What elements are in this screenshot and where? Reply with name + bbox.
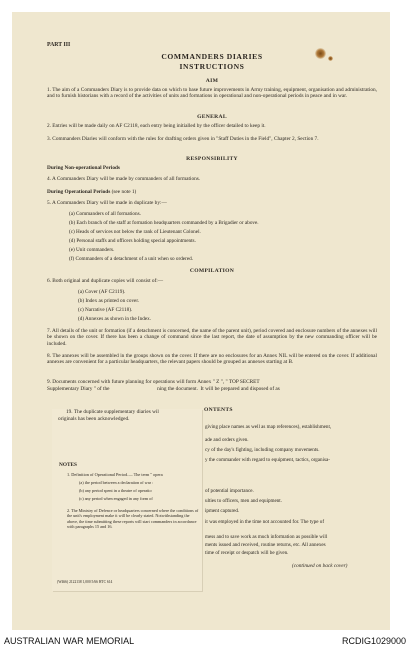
part-label: PART III (47, 42, 71, 48)
document-page (12, 12, 390, 630)
section-compilation: COMPILATION (189, 268, 235, 274)
contents-line: mess and to save work as much information as possible will (205, 534, 328, 540)
note-2: 2. The Ministry of Defence or headquarters concerned where the conditions of the unit's employment make it will be clearly stated. Notwithstanding the above, the time submitting these reports will start commanders in accordance with paragraphs 15 and 16. (67, 508, 199, 530)
operational-heading-text: During Operational Periods (47, 189, 111, 195)
contents-line: y the commander with regard to equipment, tactics, organisa- (205, 457, 330, 463)
list-item: (f) Commanders of a detachment of a unit when so ordered. (69, 256, 194, 262)
notes-heading: NOTES (59, 462, 77, 468)
list-item: (e) Unit commanders. (69, 247, 115, 253)
list-item: (d) Annexes as shown in the Index. (78, 316, 152, 322)
footer-institution: AUSTRALIAN WAR MEMORIAL (4, 636, 135, 646)
section-responsibility: RESPONSIBILITY (186, 156, 238, 162)
contents-line: time of receipt or despatch will be given. (205, 550, 289, 556)
contents-line: cy of the day's fighting, including company movements. (205, 447, 320, 453)
contents-line: ade and orders given. (205, 437, 249, 443)
paragraph-5: 5. A Commanders Diary will be made in duplicate by:— (47, 200, 167, 206)
list-item: (b) Index as printed on cover. (78, 298, 140, 304)
contents-line: ments issued and received, routine returns, etc. All annexes (205, 542, 326, 548)
list-item: (c) Heads of services not below the rank of Lieutenant Colonel. (69, 229, 201, 235)
operational-heading-note: (see note 1) (111, 189, 137, 195)
contents-line: giving place names as well as map references), establishment, (205, 424, 332, 430)
contents-line: ipment captured. (205, 508, 240, 514)
continued-note: (continued on back cover) (292, 563, 348, 569)
contents-line: it was employed in the time not accounted for. The type of (205, 519, 325, 525)
section-general: GENERAL (197, 114, 227, 120)
overlapping-slip (52, 409, 202, 591)
contents-line: of potential importance. (205, 488, 254, 494)
archive-footer (0, 630, 411, 654)
section-contents: ONTENTS (204, 407, 233, 413)
operational-heading (47, 189, 136, 195)
note-1-item: (b) any period spent in a theatre of operatio (79, 488, 152, 493)
paragraph-6: 6. Both original and duplicate copies will consist of:— (47, 278, 164, 284)
paragraph-1: 1. The aim of a Commanders Diary is to provide data on which to base future improvements in Army training, equipment, organisation and administration, and to furnish historians with a record of the activities of units and formations in operational and non-operational periods in peace and in war. (47, 87, 377, 100)
paragraph-9-line-1: 9. Documents concerned with future planning for operations will form Annex " Z ", " TOP SECRET (47, 379, 260, 385)
document-title: COMMANDERS DIARIES (161, 52, 263, 61)
note-1-item: (c) any period when engaged in any form of (79, 496, 153, 501)
print-code: (W466) 2122138 1,000 5/66 HTC 614 (57, 580, 113, 584)
contents-line: ulties to officers, men and equipment. (205, 498, 283, 504)
paragraph-19-cont: originals has been acknowledged. (58, 416, 130, 422)
non-operational-heading: During Non-operational Periods (47, 165, 120, 171)
paragraph-8: 8. The annexes will be assembled in the groups shown on the cover. If there are no enclosures for an Annex NIL will be entered on the cover. If additional annexes are convenient for a particular headquarters, the relevant papers should be grouped as annexes starting at B. (47, 353, 377, 366)
document-subtitle: INSTRUCTIONS (179, 62, 245, 71)
paragraph-7: 7. All details of the unit or formation (if a detachment is concerned, the name of the parent unit), period covered and enclosure numbers of the annexes will be shown on the cover. If there has been a change of command since the last report, the date of assumption by the new commanding officer will be included. (47, 328, 377, 347)
paragraph-2: 2. Entries will be made daily on AF C2118, each entry being initialled by the officer detailed to keep it. (47, 123, 266, 129)
list-item: (c) Narrative (AF C2118). (78, 307, 133, 313)
note-1-item: (a) the period between a declaration of war : (79, 480, 154, 485)
list-item: (a) Commanders of all formations. (69, 211, 141, 217)
list-item: (a) Cover (AF C2119). (78, 289, 126, 295)
list-item: (b) Each branch of the staff at formation headquarters commanded by a Brigadier or above. (69, 220, 259, 226)
paragraph-4: 4. A Commanders Diary will be made by commanders of all formations. (47, 176, 201, 182)
footer-reference: RCDIG1029000 (341, 636, 406, 646)
note-1-title: 1. Definition of Operational Period.— The term " opera (67, 472, 163, 477)
section-aim: AIM (205, 78, 219, 84)
paragraph-19: 19. The duplicate supplementary diaries wil (66, 409, 159, 415)
ink-stain (315, 48, 326, 59)
paragraph-3: 3. Commanders Diaries will conform with the rules for drafting orders given in "Staff Duties in the Field", Chapter 2, Section 7. (47, 136, 319, 142)
ink-stain-small (328, 56, 333, 61)
paragraph-9-line-2: Supplementary Diary " of the ning the document. It will be prepared and disposed of as (47, 386, 280, 392)
list-item: (d) Personal staffs and officers holding special appointments. (69, 238, 196, 244)
